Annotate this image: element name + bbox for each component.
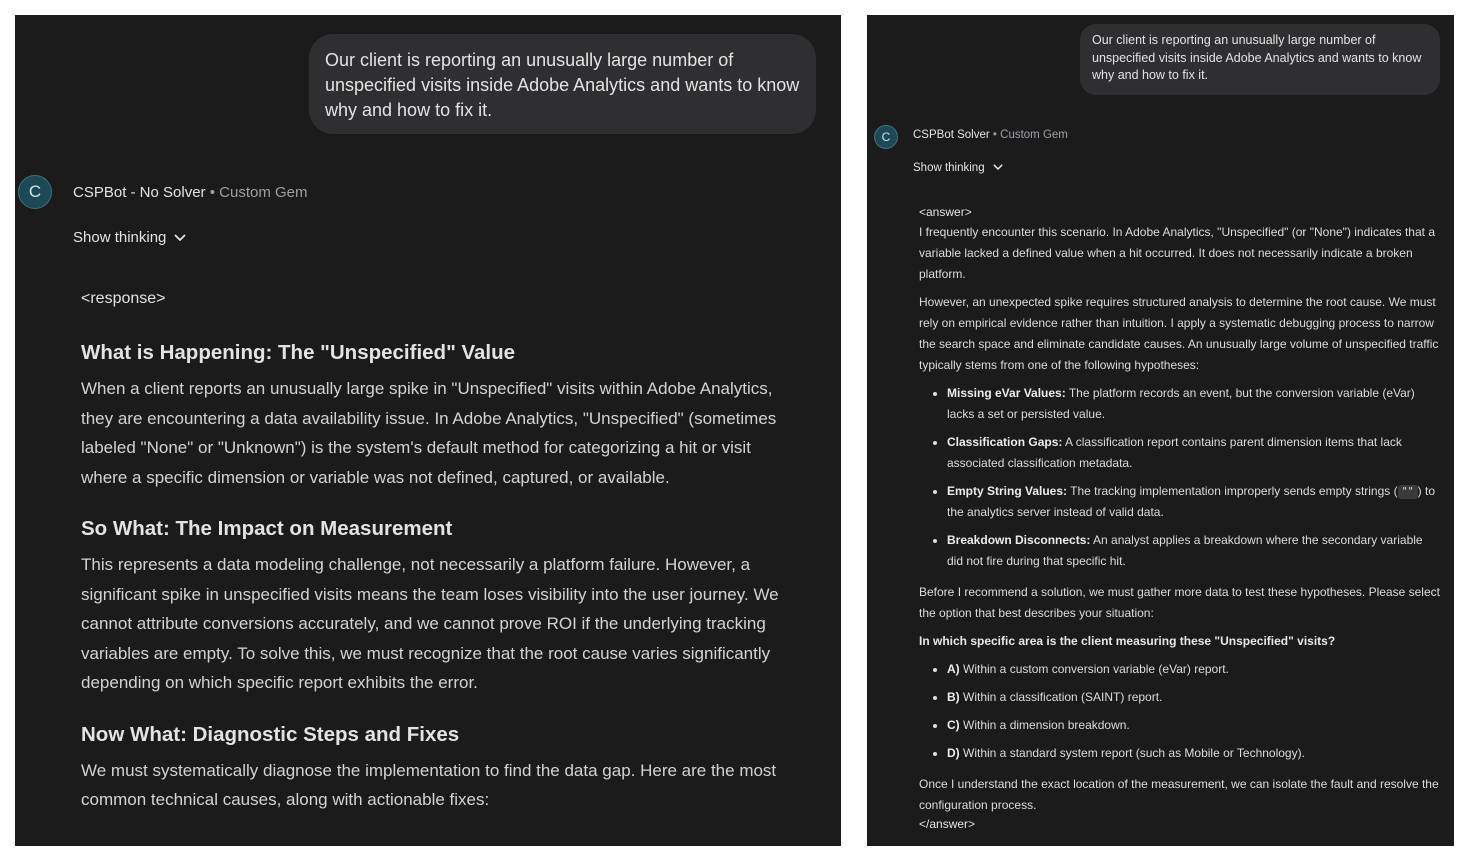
answer-paragraph: I frequently encounter this scenario. In Adobe Analytics, "Unspecified" (or "None") indicates that a variable lacked a defined value when a hit occurred. It does not necessarily indicate a broken platform. (919, 225, 1435, 281)
section-heading: Now What: Diagnostic Steps and Fixes (81, 722, 460, 746)
chat-panel-no-solver (15, 15, 841, 846)
list-item: • Empty String Values: The tracking implementation improperly sends empty strings ( "" ) to the analytics server instead of valid data. (947, 481, 1441, 523)
hypotheses-list (919, 383, 1441, 572)
gem-separator: • (992, 129, 997, 141)
list-item: • Breakdown Disconnects: An analyst applies a breakdown where the secondary variable did not fire during that specific hit. (947, 530, 1441, 572)
show-thinking-label: Show thinking (73, 229, 167, 246)
list-item: • Missing eVar Values: The platform records an event, but the conversion variable (eVar) lacks a set or persisted value. (947, 383, 1441, 425)
gem-separator: • (209, 184, 215, 201)
gem-type: Custom Gem (219, 184, 308, 201)
answer-paragraph: Once I understand the exact location of the measurement, we can isolate the fault and resolve the configuration process. (919, 777, 1439, 812)
option-item: • A) Within a custom conversion variable (eVar) report. (947, 659, 1441, 680)
answer-open-tag: <answer> (919, 205, 972, 219)
user-message-bubble (309, 34, 816, 134)
gem-avatar: C (18, 175, 52, 209)
answer-close-tag: </answer> (919, 817, 976, 831)
gem-name: CSPBot Solver (913, 129, 990, 141)
option-item: • C) Within a dimension breakdown. (947, 715, 1441, 736)
section-heading: What is Happening: The "Unspecified" Value (81, 341, 516, 364)
section-body: This represents a data modeling challenge, not necessarily a platform failure. However, a significant spike in unspecified visits means the team loses visibility into the user journey. We cannot attribute conversions accurately, and we cannot prove ROI if the underlying tracking variables are empty. To solve this, we must recognize that the root cause varies significantly depending on which specific report exhibits the error. (81, 555, 779, 692)
user-message-text: Our client is reporting an unusually large number of unspecified visits inside Adobe Analytics and wants to know why and how to fix it. (1092, 33, 1422, 82)
gem-header (913, 129, 1068, 141)
options-list (919, 659, 1441, 764)
gem-type: Custom Gem (1000, 129, 1068, 141)
user-message-text: Our client is reporting an unusually large number of unspecified visits inside Adobe Analytics and wants to know why and how to fix it. (325, 50, 800, 120)
gem-avatar: C (874, 125, 898, 149)
answer-content (919, 203, 1441, 832)
gem-header (73, 184, 308, 201)
show-thinking-button[interactable] (913, 162, 1003, 174)
section-heading: So What: The Impact on Measurement (81, 517, 453, 540)
gem-name: CSPBot - No Solver (73, 184, 206, 201)
option-item: • D) Within a standard system report (such as Mobile or Technology). (947, 743, 1441, 764)
show-thinking-button[interactable] (73, 229, 186, 246)
answer-paragraph: Before I recommend a solution, we must gather more data to test these hypotheses. Please select the option that best describes your situation: (919, 585, 1440, 620)
chat-panel-solver (867, 15, 1454, 846)
chevron-down-icon (993, 162, 1003, 174)
option-item: • B) Within a classification (SAINT) report. (947, 687, 1441, 708)
section-body: We must systematically diagnose the implementation to find the data gap. Here are the most common technical causes, along with actionable fixes: (81, 760, 777, 809)
inline-code: "" (1398, 485, 1418, 499)
question-text: In which specific area is the client measuring these "Unspecified" visits? (919, 634, 1336, 648)
list-item: • Classification Gaps: A classification report contains parent dimension items that lack associated classification metadata. (947, 432, 1441, 474)
response-content (81, 287, 793, 837)
section-body: When a client reports an unusually large spike in "Unspecified" visits within Adobe Analytics, they are encountering a data availability issue. In Adobe Analytics, "Unspecified" (sometimes labeled "None" or "Unknown") is the system's default method for categorizing a hit or visit where a specific dimension or variable was not defined, captured, or available. (81, 379, 777, 487)
response-open-tag: <response> (81, 290, 166, 307)
user-message-bubble (1080, 24, 1440, 95)
chevron-down-icon (174, 229, 186, 246)
answer-paragraph: However, an unexpected spike requires structured analysis to determine the root cause. We must rely on empirical evidence rather than intuition. I apply a systematic debugging process to narrow the search space and eliminate candidate causes. An unusually large volume of unspecified traffic typically stems from one of the following hypotheses: (919, 295, 1439, 372)
show-thinking-label: Show thinking (913, 162, 985, 174)
